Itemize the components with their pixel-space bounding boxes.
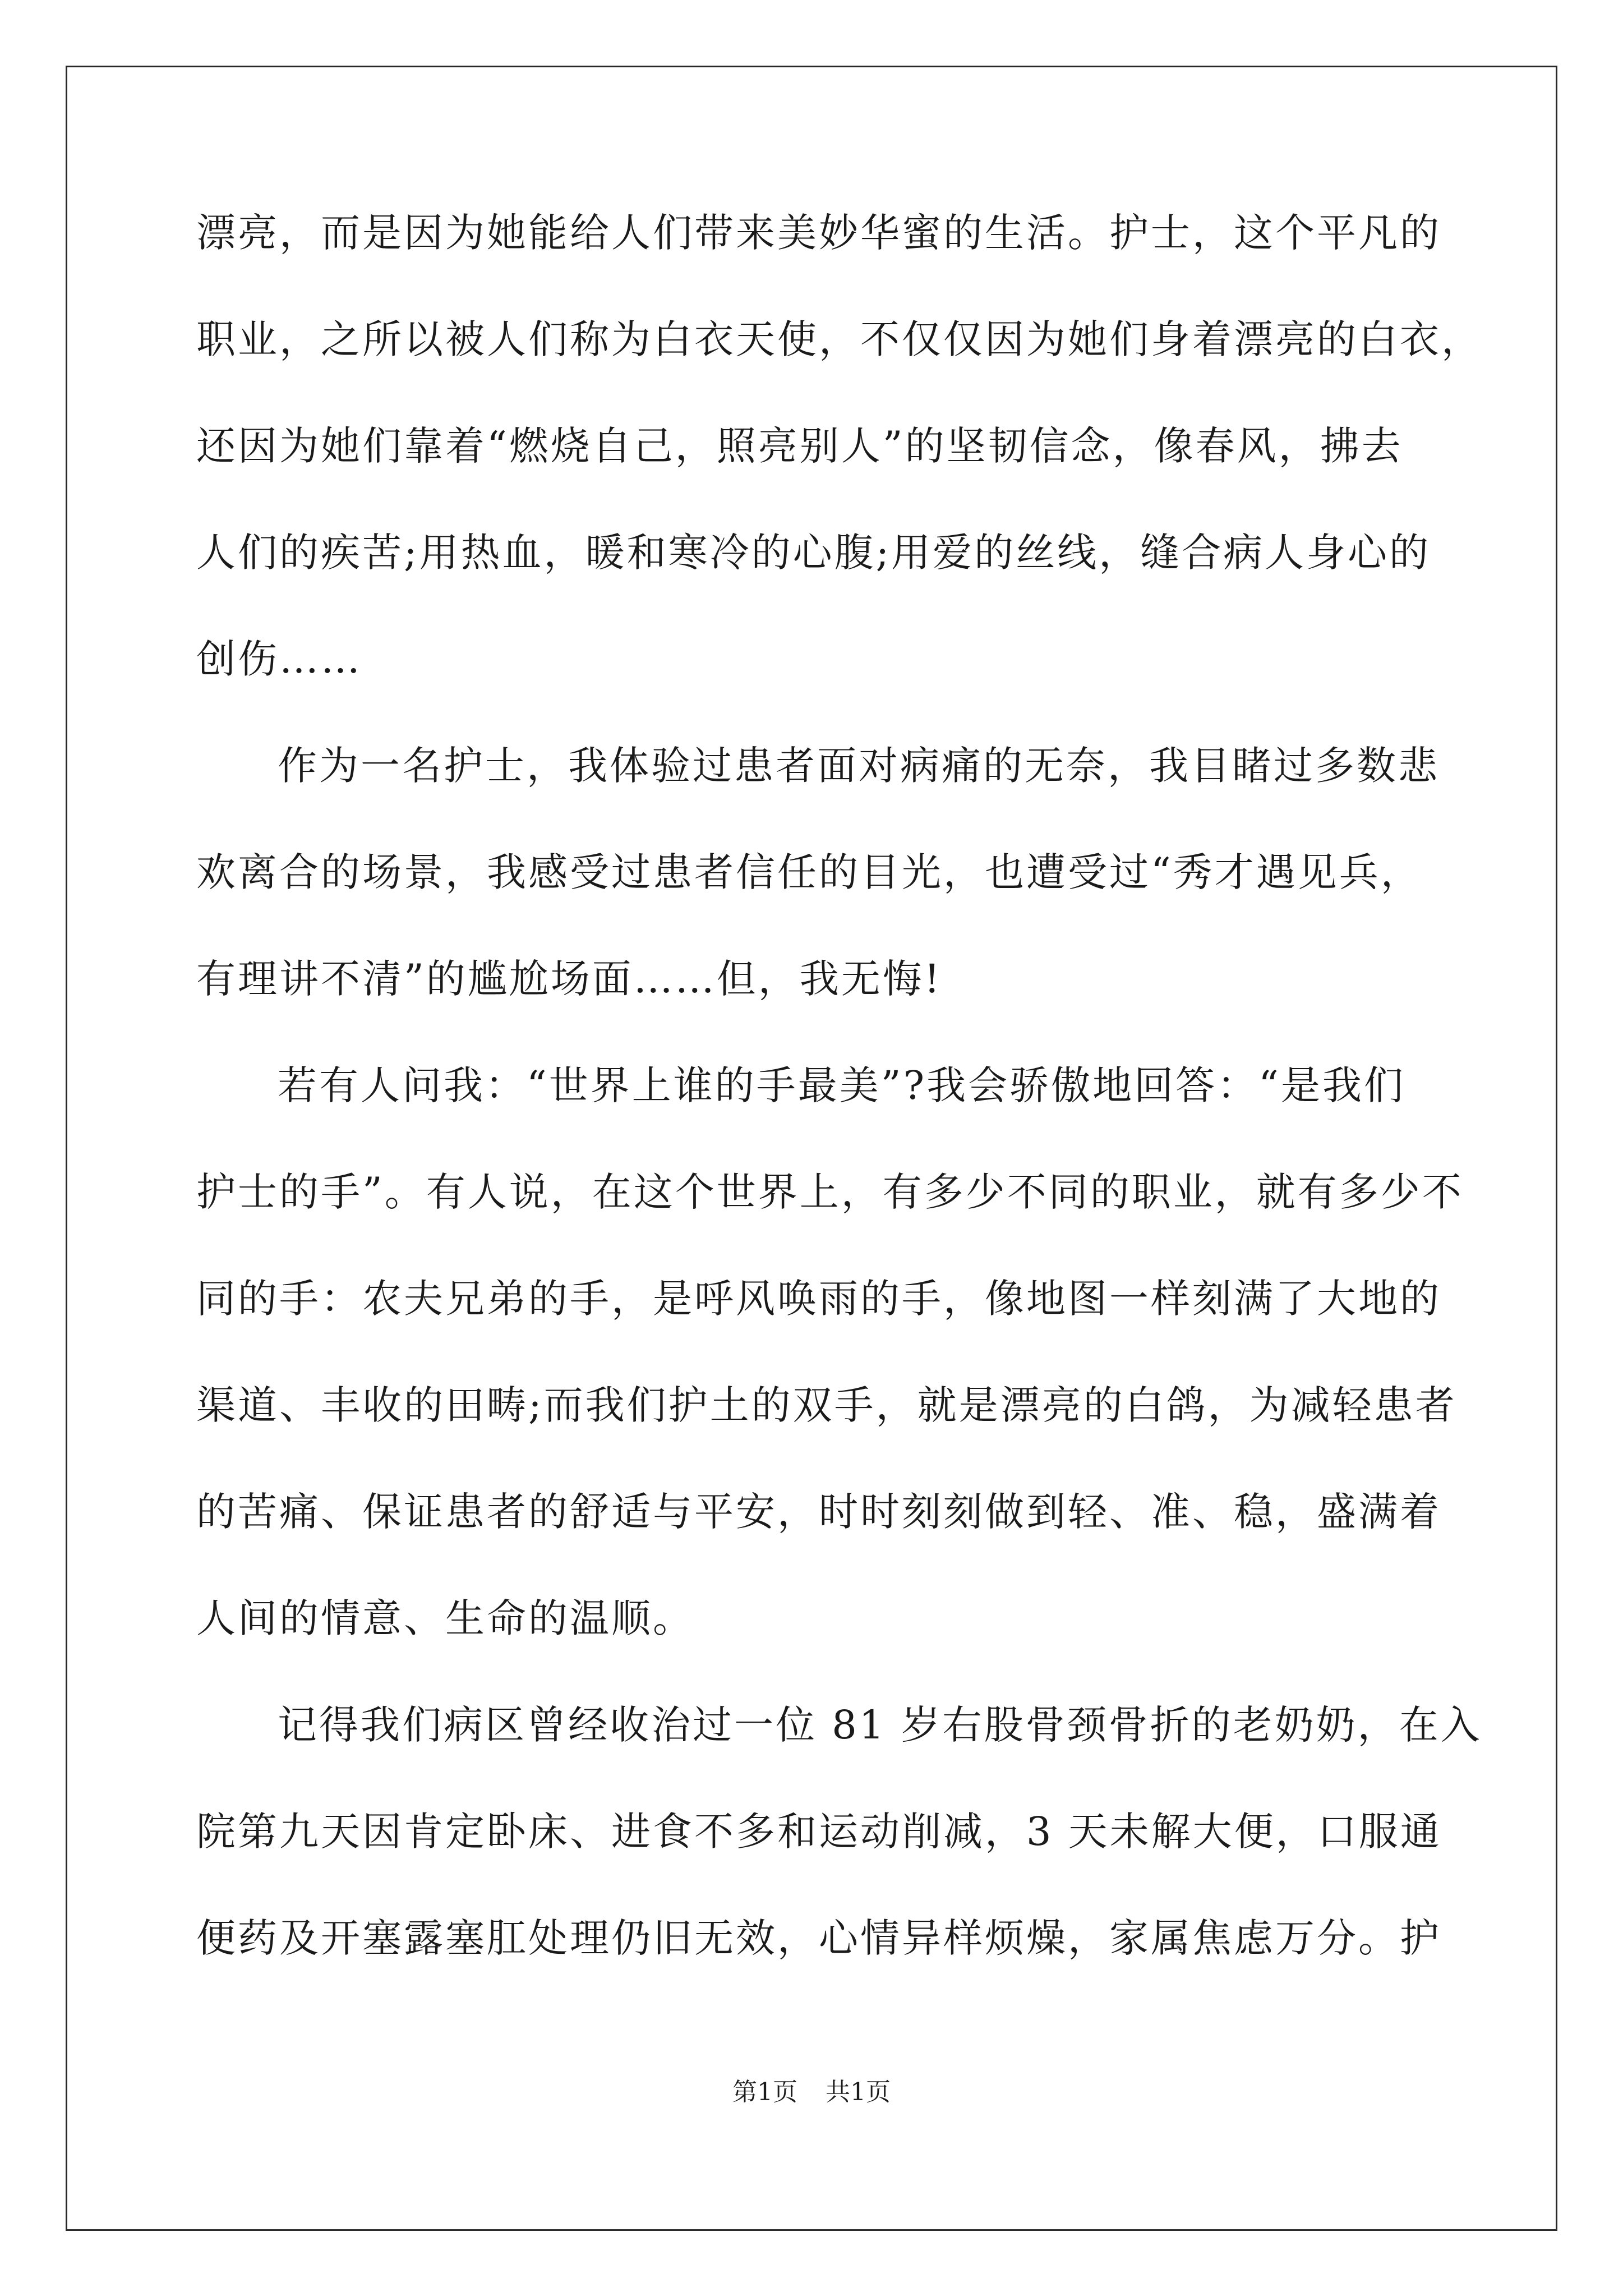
page-footer bbox=[0, 2078, 1623, 2106]
text-line: 护士的手”。有人说，在这个世界上，有多少不同的职业，就有多少不 bbox=[196, 1169, 1464, 1215]
text-line: 院第九天因肯定卧床、进食不多和运动削减，3 天未解大便，口服通 bbox=[196, 1809, 1442, 1855]
text-line: 便药及开塞露塞肛处理仍旧无效，心情异样烦燥，家属焦虑万分。护 bbox=[196, 1915, 1441, 1961]
text-line: 人们的疾苦;用热血，暖和寒冷的心腹;用爱的丝线，缝合病人身心的 bbox=[196, 530, 1431, 576]
text-line: 职业，之所以被人们称为白衣天使，不仅仅因为她们身着漂亮的白衣， bbox=[196, 316, 1483, 362]
paragraph-start-line: 记得我们病区曾经收治过一位 81 岁右股骨颈骨折的老奶奶，在入 bbox=[278, 1702, 1482, 1748]
text-line: 漂亮，而是因为她能给人们带来美妙华蜜的生活。护士，这个平凡的 bbox=[196, 210, 1441, 256]
text-line: 同的手：农夫兄弟的手，是呼风唤雨的手，像地图一样刻满了大地的 bbox=[196, 1276, 1441, 1322]
page-number: 第1页 bbox=[732, 2078, 797, 2106]
text-line: 还因为她们靠着“燃烧自己，照亮别人”的坚韧信念，像春风，拂去 bbox=[196, 423, 1403, 469]
text-line: 欢离合的场景，我感受过患者信任的目光，也遭受过“秀才遇见兵， bbox=[196, 849, 1422, 895]
text-line: 的苦痛、保证患者的舒适与平安，时时刻刻做到轻、准、稳，盛满着 bbox=[196, 1489, 1441, 1535]
paragraph-start-line: 作为一名护士，我体验过患者面对病痛的无奈，我目睹过多数悲 bbox=[278, 743, 1440, 789]
text-line: 有理讲不清”的尴尬场面……但，我无悔! bbox=[196, 956, 942, 1002]
document-body bbox=[196, 210, 1483, 2025]
text-line: 人间的情意、生命的温顺。 bbox=[196, 1595, 694, 1641]
text-line: 渠道、丰收的田畴;而我们护土的双手，就是漂亮的白鸽，为减轻患者 bbox=[196, 1382, 1457, 1428]
page-count: 共1页 bbox=[826, 2078, 891, 2106]
paragraph-start-line: 若有人问我：“世界上谁的手最美”?我会骄傲地回答：“是我们 bbox=[278, 1062, 1405, 1108]
text-line: 创伤…… bbox=[196, 636, 362, 682]
